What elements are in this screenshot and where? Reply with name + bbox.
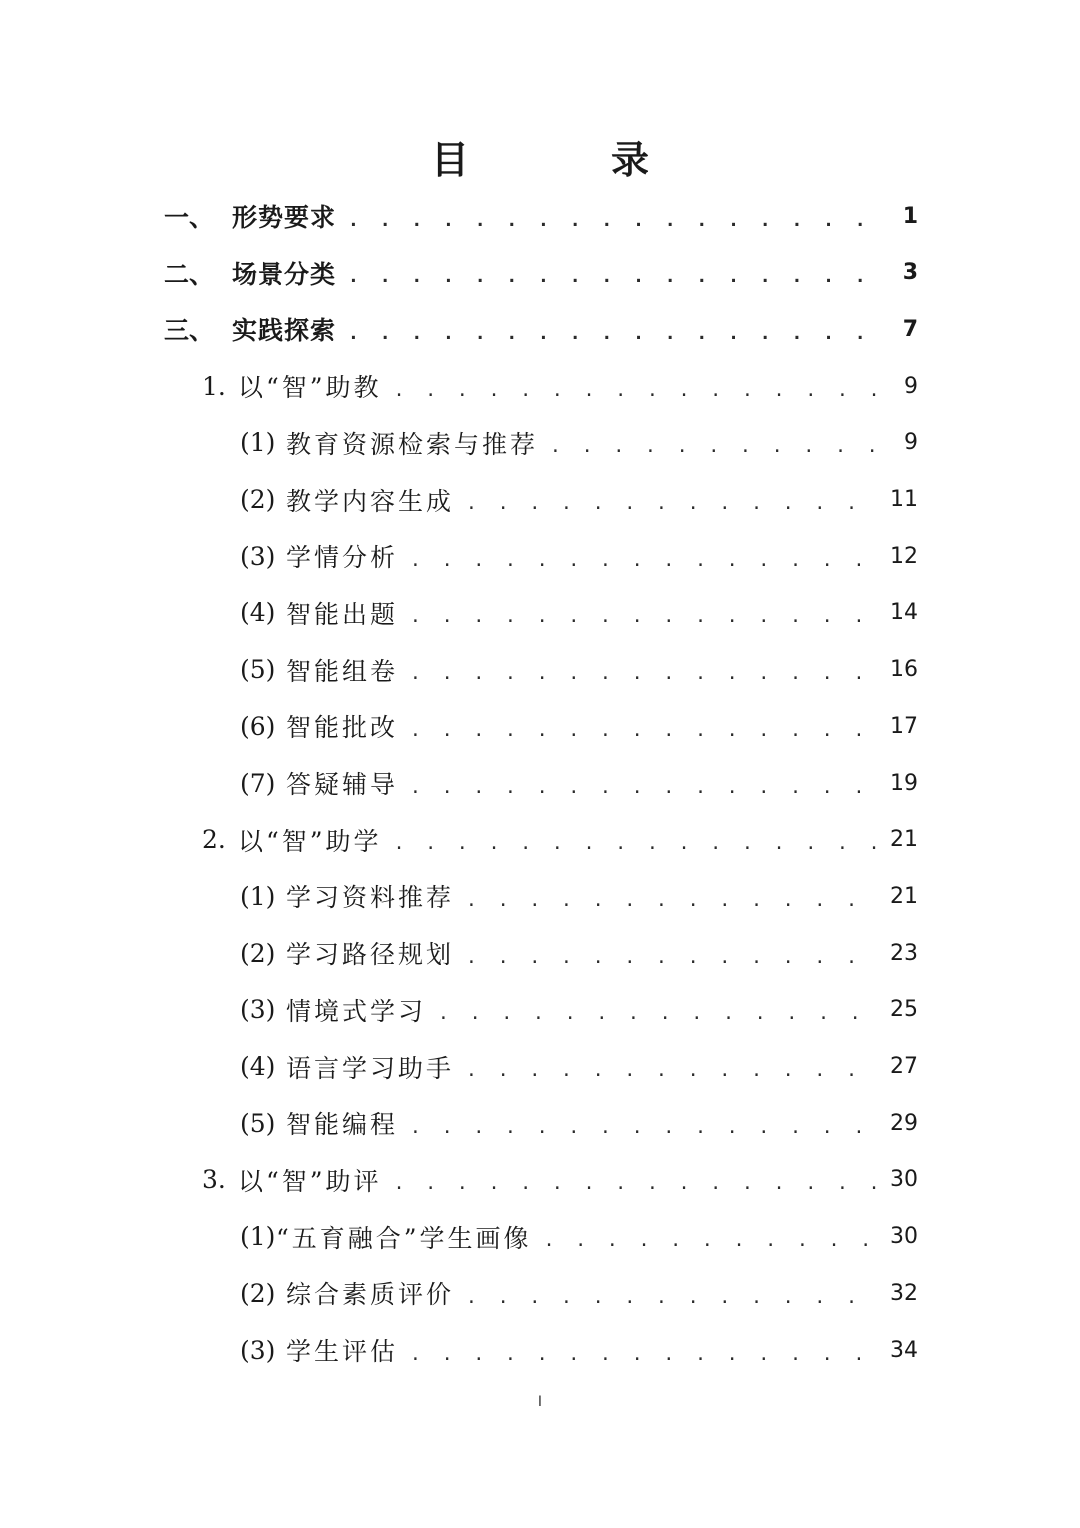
dot-leader	[410, 1344, 882, 1365]
toc-entry-page: 16	[890, 657, 918, 683]
toc-entry-page: 12	[890, 543, 918, 569]
toc-entry-number: 一、	[164, 203, 215, 232]
toc-entry-label: 情境式学习	[286, 996, 427, 1026]
toc-entry-page: 21	[890, 827, 918, 853]
toc-entry-label: 学习资料推荐	[286, 883, 455, 913]
toc-entry-page: 30	[890, 1224, 918, 1250]
toc-entry	[240, 868, 918, 924]
toc-entry-page: 19	[890, 770, 918, 796]
dot-leader	[348, 266, 890, 287]
toc-entry	[240, 528, 918, 584]
toc-entry-page: 3	[902, 260, 918, 286]
toc-entry-label: 学生评估	[286, 1337, 399, 1366]
toc-entry-number: (2)	[240, 938, 276, 968]
toc-entry-page: 34	[890, 1337, 918, 1363]
dot-leader	[410, 606, 882, 627]
toc-entry-number: (5)	[240, 655, 276, 685]
toc-entry-label: 学情分析	[286, 543, 399, 573]
dot-leader	[410, 663, 882, 684]
toc-entry-label: 综合素质评价	[286, 1280, 455, 1310]
toc-entry-page: 17	[890, 713, 918, 739]
toc-entry	[202, 358, 918, 414]
toc-entry-number: 二、	[164, 259, 215, 289]
toc-entry	[164, 245, 918, 301]
toc-entry-number: (1)	[240, 881, 276, 911]
toc-entry	[240, 925, 918, 981]
toc-entry-number: (1)	[240, 1222, 276, 1252]
toc-entry-page: 11	[890, 487, 918, 512]
toc-entry	[240, 1039, 918, 1095]
toc-entry-page: 7	[902, 316, 918, 342]
dot-leader	[394, 1173, 882, 1194]
toc-entry-page: 14	[890, 600, 918, 626]
dot-leader	[348, 210, 890, 231]
toc-entry-label: 以“智”助教	[238, 373, 382, 403]
toc-entry-label: 智能出题	[286, 599, 399, 629]
toc-entry	[240, 982, 918, 1038]
toc-entry-number: 3.	[202, 1165, 226, 1195]
dot-leader	[410, 777, 882, 798]
toc-entry	[164, 188, 918, 244]
toc-entry-label: 场景分类	[232, 259, 337, 289]
toc-entry	[240, 585, 918, 641]
toc-entry	[240, 1209, 918, 1265]
toc-entry-label: 教学内容生成	[286, 486, 455, 516]
dot-leader	[410, 550, 882, 571]
dot-leader	[438, 1003, 882, 1024]
page-number-footer: I	[537, 1394, 543, 1410]
toc-entry-label: 实践探索	[232, 316, 337, 346]
toc-entry-number: (6)	[240, 711, 276, 741]
toc-entry-number: (1)	[240, 428, 276, 458]
toc-entry-number: (4)	[240, 1052, 276, 1081]
toc-entry	[202, 1152, 918, 1208]
toc-entry-label: 教育资源检索与推荐	[286, 429, 539, 459]
dot-leader	[466, 890, 882, 911]
toc-entry-number: (3)	[240, 995, 276, 1025]
toc-entry-label: 智能编程	[286, 1110, 399, 1140]
toc-entry-page: 1	[902, 203, 918, 229]
toc-entry-label: 答疑辅导	[286, 770, 399, 799]
dot-leader	[466, 493, 882, 514]
toc-entry-label: “五育融合”学生画像	[276, 1223, 532, 1253]
dot-leader	[394, 833, 882, 854]
toc-entry-number: 三、	[164, 316, 215, 346]
toc-entry	[240, 1265, 918, 1321]
toc-entry	[240, 472, 918, 528]
toc-entry-number: 1.	[202, 371, 226, 401]
toc-entry-label: 以“智”助学	[238, 826, 382, 856]
dot-leader	[394, 380, 890, 401]
toc-entry-label: 智能批改	[286, 713, 399, 743]
toc-entry	[240, 1095, 918, 1151]
toc-entry-page: 27	[890, 1054, 918, 1079]
toc-entry-page: 23	[890, 940, 918, 966]
dot-leader	[550, 436, 890, 457]
toc-entry	[240, 1322, 918, 1378]
dot-leader	[466, 1287, 882, 1308]
toc-entry	[202, 812, 918, 868]
page-title: 目 录	[430, 138, 701, 182]
toc-entry-label: 语言学习助手	[286, 1053, 455, 1083]
dot-leader	[466, 1060, 882, 1081]
toc-entry	[240, 642, 918, 698]
toc-entry-page: 25	[890, 997, 918, 1023]
dot-leader	[410, 720, 882, 741]
toc-entry	[240, 698, 918, 754]
toc-entry-number: (2)	[240, 1278, 276, 1308]
dot-leader	[410, 1117, 882, 1138]
toc-entry-label: 学习路径规划	[286, 940, 455, 970]
toc-entry-label: 形势要求	[232, 203, 337, 232]
toc-entry-label: 智能组卷	[286, 656, 399, 686]
toc-entry-number: (5)	[240, 1108, 276, 1138]
toc-entry-page: 9	[904, 373, 918, 399]
toc-entry-label: 以“智”助评	[238, 1166, 382, 1196]
dot-leader	[544, 1230, 882, 1251]
toc-entry-page: 9	[904, 430, 918, 456]
toc-entry-number: (3)	[240, 1335, 276, 1365]
toc-entry-number: (2)	[240, 485, 276, 514]
toc-entry-number: 2.	[202, 825, 226, 855]
dot-leader	[348, 323, 890, 344]
toc-entry	[164, 301, 918, 357]
toc-entry	[240, 755, 918, 811]
toc-entry-number: (3)	[240, 541, 276, 571]
dot-leader	[466, 947, 882, 968]
toc-entry	[240, 415, 918, 471]
toc-entry-page: 32	[890, 1280, 918, 1306]
toc-entry-number: (7)	[240, 768, 276, 798]
toc-entry-page: 30	[890, 1167, 918, 1193]
toc-entry-page: 21	[890, 883, 918, 909]
toc-entry-page: 29	[890, 1110, 918, 1136]
toc-entry-number: (4)	[240, 598, 276, 628]
